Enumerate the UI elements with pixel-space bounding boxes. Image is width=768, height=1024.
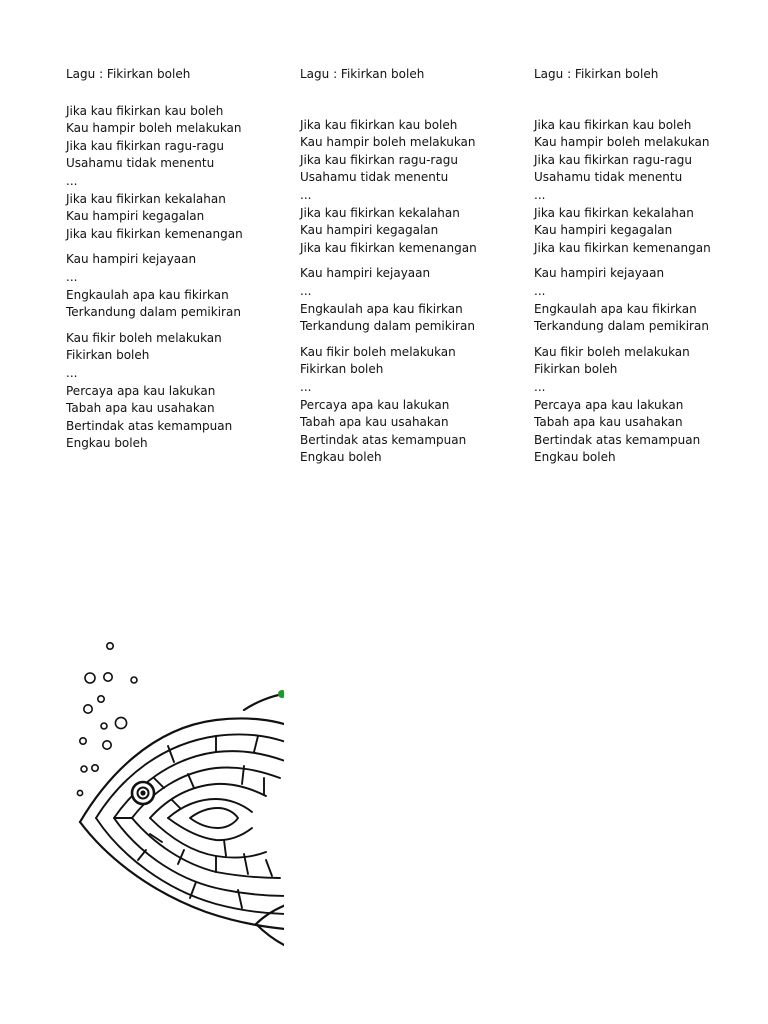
fish-outline (80, 694, 284, 946)
lyric-line: Kau hampiri kegagalan (534, 223, 673, 238)
stanza-3 (66, 251, 243, 321)
lyric-line: Kau hampir boleh melakukan (66, 121, 242, 136)
stanza-4 (66, 330, 243, 453)
lyric-line: Usahamu tidak menentu (534, 170, 683, 185)
lyric-line: Jika kau fikirkan ragu-ragu (300, 152, 458, 167)
lyric-line: Percaya apa kau lakukan (66, 383, 216, 398)
stanza-2 (66, 191, 243, 244)
stanza-3 (300, 265, 477, 335)
lyric-line: Jika kau fikirkan kekalahan (534, 205, 694, 220)
lyrics-column-3 (534, 66, 711, 467)
lyric-line: Fikirkan boleh (534, 362, 618, 377)
stanza-4 (534, 344, 711, 467)
lyric-line: Engkau boleh (534, 450, 616, 465)
lyric-line: Engkau boleh (300, 450, 382, 465)
lyric-line: Tabah apa kau usahakan (534, 415, 683, 430)
stanza-3 (534, 265, 711, 335)
lyric-line: Jika kau fikirkan kau boleh (534, 117, 692, 132)
lyric-line: Engkaulah apa kau fikirkan (534, 301, 697, 316)
lyric-line: Kau hampiri kegagalan (66, 209, 205, 224)
stanza-1 (534, 117, 711, 205)
maze-paths (96, 734, 284, 914)
song-title: Lagu : Fikirkan boleh (66, 67, 191, 81)
fish-maze-illustration (66, 628, 284, 960)
lyric-line: Jika kau fikirkan kau boleh (300, 117, 458, 132)
lyric-line: Kau fikir boleh melakukan (66, 330, 222, 345)
lyric-line: Engkaulah apa kau fikirkan (300, 301, 463, 316)
lyric-line: Jika kau fikirkan kekalahan (300, 205, 460, 220)
lyric-line: Jika kau fikirkan kemenangan (534, 240, 711, 255)
lyric-line: ... (300, 283, 312, 298)
lyric-line: ... (300, 379, 312, 394)
lyric-line: ... (534, 283, 546, 298)
lyric-line: ... (66, 173, 78, 188)
lyric-line: Kau fikir boleh melakukan (300, 344, 456, 359)
lyric-line: Fikirkan boleh (66, 348, 150, 363)
lyric-line: Terkandung dalam pemikiran (300, 319, 475, 334)
stanza-4 (300, 344, 477, 467)
lyric-line: Kau hampiri kegagalan (300, 223, 439, 238)
lyric-line: Jika kau fikirkan ragu-ragu (66, 138, 224, 153)
lyric-line: Percaya apa kau lakukan (534, 397, 684, 412)
lyric-line: Engkau boleh (66, 436, 148, 451)
lyric-line: Percaya apa kau lakukan (300, 397, 450, 412)
stanza-2 (300, 205, 477, 258)
lyric-line: Kau hampiri kejayaan (300, 266, 431, 281)
lyric-line: ... (534, 379, 546, 394)
lyric-line: ... (300, 187, 312, 202)
lyric-line: Terkandung dalam pemikiran (66, 305, 241, 320)
lyric-line: Jika kau fikirkan kemenangan (66, 226, 243, 241)
lyric-line: Kau hampiri kejayaan (66, 252, 197, 267)
lyric-line: ... (66, 365, 78, 380)
fish-eye (132, 782, 154, 804)
lyric-line: Usahamu tidak menentu (300, 170, 449, 185)
lyric-line: Engkaulah apa kau fikirkan (66, 287, 229, 302)
lyric-line: Kau hampiri kejayaan (534, 266, 665, 281)
stanza-1 (300, 117, 477, 205)
lyric-line: Kau hampir boleh melakukan (300, 135, 476, 150)
lyric-line: Jika kau fikirkan ragu-ragu (534, 152, 692, 167)
lyric-line: Kau hampir boleh melakukan (534, 135, 710, 150)
lyric-line: Tabah apa kau usahakan (300, 415, 449, 430)
stanza-1 (66, 103, 243, 191)
lyric-line: Terkandung dalam pemikiran (534, 319, 709, 334)
lyric-line: Kau fikir boleh melakukan (534, 344, 690, 359)
bubbles (77, 643, 137, 796)
lyrics-column-2 (300, 66, 477, 467)
lyric-line: ... (66, 269, 78, 284)
song-title: Lagu : Fikirkan boleh (534, 67, 659, 81)
lyric-line: Bertindak atas kemampuan (300, 432, 467, 447)
maze-start-dot (278, 690, 284, 698)
lyric-line: Jika kau fikirkan kau boleh (66, 103, 224, 118)
song-title: Lagu : Fikirkan boleh (300, 67, 425, 81)
lyrics-column-1 (66, 66, 243, 453)
lyric-line: Usahamu tidak menentu (66, 156, 215, 171)
lyric-line: ... (534, 187, 546, 202)
lyric-line: Bertindak atas kemampuan (534, 432, 701, 447)
lyric-line: Jika kau fikirkan kemenangan (300, 240, 477, 255)
stanza-2 (534, 205, 711, 258)
lyric-line: Jika kau fikirkan kekalahan (66, 191, 226, 206)
lyric-line: Fikirkan boleh (300, 362, 384, 377)
lyric-line: Bertindak atas kemampuan (66, 418, 233, 433)
lyric-line: Tabah apa kau usahakan (66, 401, 215, 416)
